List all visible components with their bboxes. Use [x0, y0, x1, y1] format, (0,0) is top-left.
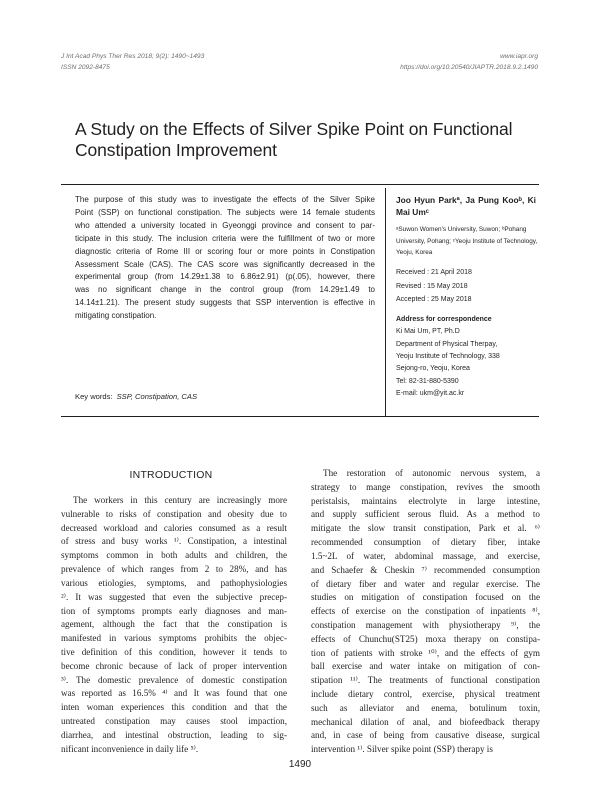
body-text-line: and supply sufficient serous fluid. As a method to [311, 509, 540, 520]
article-title [75, 119, 545, 161]
keywords-value: SSP, Constipation, CAS [116, 392, 198, 401]
body-text-line: ²⁾. It was suggested that even the subjective precep- [61, 591, 287, 602]
title-line: A Study on the Effects of Silver Spike Point on Functional [75, 119, 513, 139]
body-column-right [311, 467, 540, 757]
body-column-left [61, 494, 287, 756]
body-text-line: tive definition of this condition, however it tends to [61, 646, 287, 657]
body-text-line: agement, although the fact that the constipation is [61, 619, 287, 630]
journal-website[interactable]: www.iapr.org [500, 53, 538, 60]
keywords [75, 392, 197, 401]
abstract-line: mitigating constipation. [75, 311, 157, 321]
body-text-line: include dietary control, exercise, physical treatment [311, 689, 540, 699]
body-text-line: and, in case of being from causative disease, surgical [311, 730, 540, 741]
correspondence-line: Ki Mai Um, PT, Ph.D [396, 328, 460, 336]
abstract-line: who attended a university located in Gyeonggi province and consent to par- [75, 220, 375, 230]
body-text-line: tion of symptoms prompts early diagnoses and man- [61, 605, 287, 616]
keywords-label: Key words: [75, 392, 113, 401]
body-text-line: intervention ¹⁾. Silver spike point (SSP) therapy is [311, 744, 493, 755]
correspondence-line: Yeoju Institute of Technology, 338 [396, 353, 500, 361]
body-text-line: recommended consumption of dietary fiber, intake [311, 537, 540, 548]
abstract-line: The purpose of this study was to investigate the effects of the Silver Spike [75, 195, 375, 204]
affiliation-line: Yeoju, Korea [396, 249, 433, 256]
body-text-line: of stress and busy works ¹⁾. Constipation, a intestinal [61, 536, 287, 547]
title-line: Constipation Improvement [75, 140, 277, 160]
running-header-left [61, 51, 204, 73]
affiliation-line: ᵃSuwon Women's University, Suwon; ᵇPohang [396, 226, 527, 234]
running-header-right [400, 51, 538, 73]
body-text-line: The workers in this century are increasingly more [73, 495, 287, 505]
body-text-line: untreated constipation may causes stool impaction, [61, 716, 287, 726]
body-text-line: and Schaefer & Cheskin ⁷⁾ recommended consumption [311, 564, 540, 575]
body-text-line: manifested in various symptoms prohibits the objec- [61, 633, 287, 644]
body-text-line: of dietary fiber and water and regular exercise. The [311, 578, 540, 589]
abstract-line: Point (SSP) on functional constipation. The subjects were 14 female students [75, 207, 375, 217]
authors-line: Mai Umᶜ [396, 207, 429, 218]
affiliation-line: University, Pohang; ᶜYeoju Institute of Technology, [396, 237, 538, 245]
correspondence-line: Department of Physical Therpay, [396, 340, 498, 348]
body-text-line: effects of exercise on the constipation of inpatients ⁸⁾, [311, 606, 540, 617]
page-number: 1490 [288, 759, 312, 770]
body-text-line: strategy to mange constipation, revives the smooth [311, 481, 540, 492]
abstract-line: ticipate in this study. The inclusion criteria were the fulfillment of two or more [75, 233, 375, 243]
issn: ISSN 2092-8475 [61, 64, 110, 71]
body-text-line: was reported as 16.5% ⁴⁾ and It was found that one [61, 688, 287, 699]
received-date: Received : 21 April 2018 [396, 269, 472, 277]
abstract-line: diagnostic criteria of Rome III or scoring four or more points in Constipation [75, 246, 375, 256]
article-dates [396, 266, 536, 306]
body-text-line: various etiologies, symptoms, and pathophysiologies [61, 577, 287, 588]
accepted-date: Accepted : 25 May 2018 [396, 295, 472, 303]
body-text-line: peristalsis, maintains electrolyte in large intestine, [311, 495, 540, 506]
body-text-line: stipation ¹¹⁾. The treatments of functional constipation [311, 675, 540, 686]
body-text-line: diarrhea, and intestinal obstruction, leading to sig- [61, 729, 287, 740]
body-text-line: symptoms common in both adults and children, the [61, 550, 287, 561]
body-text-line: The restoration of autonomic nervous system, a [323, 468, 540, 478]
correspondence-heading: Address for correspondence [396, 316, 492, 324]
body-text-line: effects of Chunchu(ST25) moxa therapy on constipa- [311, 633, 540, 644]
body-text-line: mechanical dilation of anal, and biofeedback therapy [311, 716, 540, 727]
correspondence-block [396, 314, 536, 400]
column-divider [385, 188, 386, 416]
abstract-line: was no significant change in the control group (from 14.29±1.49 to [75, 285, 375, 295]
affiliations [396, 224, 536, 258]
body-text-line: mitigate the slow transit constipation, Park et al. ⁶⁾ [311, 523, 540, 534]
abstract-line: 14.14±1.21). The present study suggests that SSP intervention is effective in [75, 298, 375, 308]
body-text-line: decreased workload and calories consumed as a result [61, 522, 287, 533]
body-text-line: prevalence of which ranges from 2 to 28%, and has [61, 564, 287, 575]
body-text-line: nificant inconvenience in daily life ⁵⁾. [61, 743, 199, 754]
correspondence-line: Sejong-ro, Yeoju, Korea [396, 365, 470, 373]
journal-citation: J Int Acad Phys Ther Res 2018; 9(2): 1490~1493 [61, 53, 205, 60]
correspondence-line: Tel: 82-31-880-5390 [396, 377, 459, 385]
body-text-line: constipation management with physiotherapy ⁹⁾, the [311, 619, 540, 630]
body-text-line: inten woman experiences this condition and that the [61, 702, 287, 713]
body-text-line: ball exercise and water intake on mitigation of con- [311, 661, 540, 672]
body-text-line: become chronic because of lack of proper intervention [61, 660, 287, 671]
author-list [396, 194, 536, 218]
abstract-line: experimental group (from 14.29±1.38 to 6.86±2.91) (p(.05), however, there [75, 272, 375, 282]
correspondence-email[interactable]: E-mail: ukm@yit.ac.kr [396, 389, 465, 397]
body-text-line: 1.5~2L of water, abdominal massage, and exercise, [311, 550, 540, 561]
top-rule [61, 184, 539, 185]
doi-link[interactable]: https://doi.org/10.20540/JIAPTR.2018.9.2.1490 [400, 64, 538, 71]
revised-date: Revised : 15 May 2018 [396, 282, 468, 290]
abstract-line: Assessment Scale (CAS). The CAS score was significantly decreased in the [75, 259, 375, 269]
authors-line: Joo Hyun Parkª, Ja Pung Kooᵇ, Ki [396, 195, 536, 205]
body-text-line: such as alleviator and enema, botulinum toxin, [311, 702, 540, 713]
body-text-line: studies on mitigation of constipation focused on the [311, 592, 540, 603]
body-text-line: vulnerable to risks of constipation and obesity due to [61, 508, 287, 519]
abstract [75, 194, 375, 323]
article-info-sidebar [396, 194, 536, 400]
body-text-line: ³⁾. The domestic prevalence of domestic constipation [61, 674, 287, 685]
section-heading-introduction: INTRODUCTION [129, 469, 213, 481]
bottom-rule [61, 416, 539, 417]
body-text-line: tion of patients with stroke ¹⁰⁾, and the effects of gym [311, 647, 540, 658]
